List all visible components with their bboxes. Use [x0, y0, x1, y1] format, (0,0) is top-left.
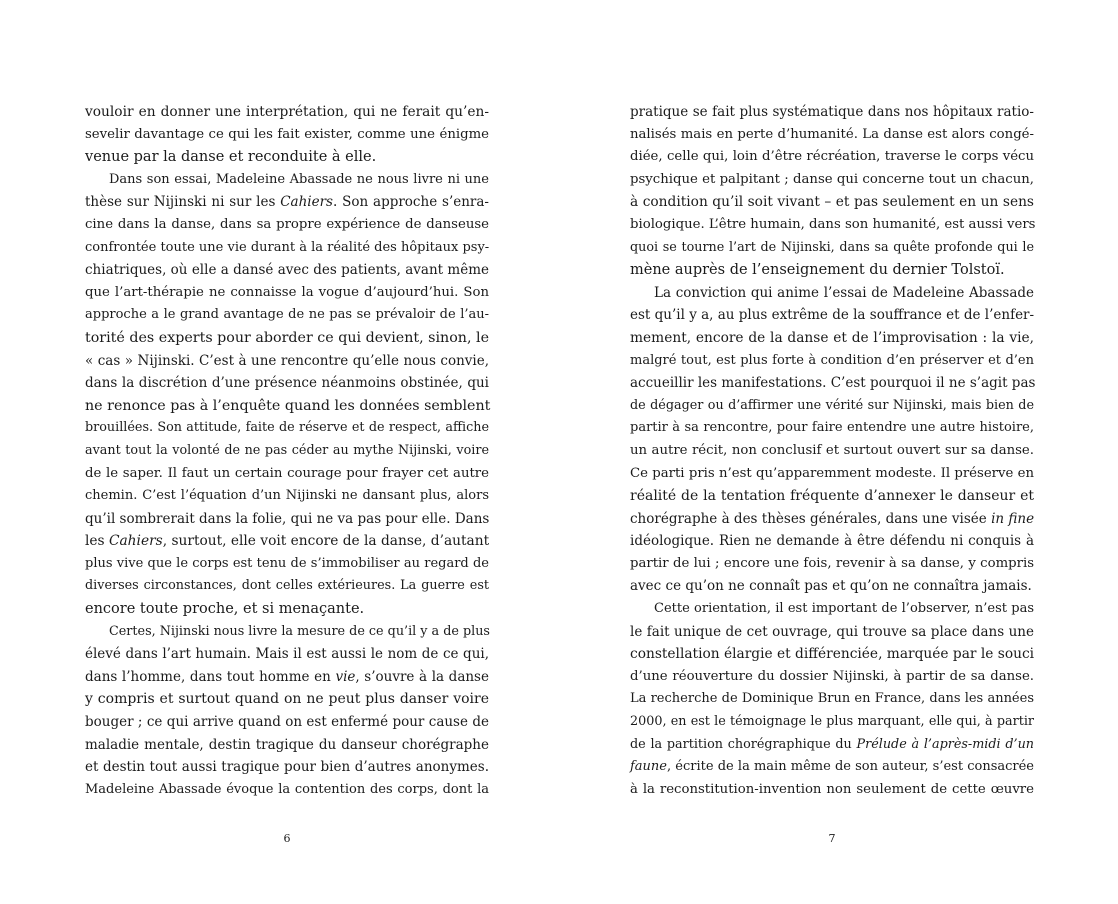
text-line: diverses circonstances, dont celles extérieures. La guerre est	[85, 578, 489, 594]
text-line: et destin tout aussi tragique pour bien d’autres anonymes.	[85, 759, 489, 776]
text-line: Madeleine Abassade évoque la contention des corps, dont la	[85, 781, 489, 797]
text-line: y compris et surtout quand on ne peut plus danser voire	[85, 691, 489, 708]
italic-emphasis: Cahiers	[280, 194, 333, 211]
text-line: est qu’il y a, au plus extrême de la souffrance et de l’enfer-	[630, 307, 1035, 324]
text-line: diée, celle qui, loin d’être récréation, traverse le corps vécu	[630, 149, 1034, 165]
italic-emphasis: vie	[335, 668, 356, 685]
italic-emphasis: Cahiers	[108, 533, 163, 550]
text-line: psychique et palpitant ; danse qui concerne tout un chacun,	[630, 171, 1034, 187]
text-line: qu’il sombrerait dans la folie, qui ne va pas pour elle. Dans	[85, 510, 490, 527]
text-line: bouger ; ce qui arrive quand on est enfermé pour cause de	[85, 714, 489, 731]
text-line: « cas » Nijinski. C’est à une rencontre qu’elle nous convie,	[85, 352, 489, 369]
text-line: torité des experts pour aborder ce qui devient, sinon, le	[85, 329, 490, 346]
text-line: mène auprès de l’enseignement du dernier Tolstoï.	[630, 262, 1005, 279]
text-line: ne renonce pas à l’enquête quand les données semblent	[85, 397, 491, 414]
text-line: d’une réouverture du dossier Nijinski, à partir de sa danse.	[630, 668, 1034, 684]
right-page-text	[630, 101, 1034, 801]
text-line: Ce parti pris n’est qu’apparemment modeste. Il préserve en	[630, 465, 1034, 481]
text-line: élevé dans l’art humain. Mais il est aussi le nom de ce qui,	[85, 646, 489, 663]
text-line: avec ce qu’on ne connaît pas et qu’on ne connaîtra jamais.	[630, 578, 1032, 595]
text-line: constellation élargie et différenciée, marquée par le souci	[630, 646, 1035, 663]
text-line: mement, encore de la danse et de l’improvisation : la vie,	[630, 329, 1034, 346]
text-line: de la partition chorégraphique du Prélude à l’après-midi d’un	[630, 736, 1035, 752]
text-line: Certes, Nijinski nous livre la mesure de ce qu’il y a de plus	[109, 623, 490, 639]
text-line: chorégraphe à des thèses générales, dans une visée in fine	[630, 510, 1035, 527]
text-line: le fait unique de cet ouvrage, qui trouve sa place dans une	[630, 623, 1034, 640]
text-line: encore toute proche, et si menaçante.	[85, 601, 365, 618]
italic-emphasis: in fine	[991, 510, 1035, 527]
text-line: confrontée toute une vie durant à la réalité des hôpitaux psy-	[85, 239, 490, 255]
text-line: partir à sa rencontre, pour faire entendre une autre histoire,	[630, 420, 1034, 436]
text-line: chiatriques, où elle a dansé avec des patients, avant même	[85, 262, 489, 279]
italic-emphasis: Prélude à l’après-midi d’un	[856, 736, 1035, 752]
text-line: Cette orientation, il est important de l’observer, n’est pas	[654, 601, 1034, 617]
text-line: faune, écrite de la main même de son auteur, s’est consacrée	[630, 759, 1034, 775]
text-line: pratique se fait plus systématique dans nos hôpitaux ratio-	[630, 104, 1034, 120]
text-line: quoi se tourne l’art de Nijinski, dans sa quête profonde qui le	[630, 239, 1034, 255]
text-line: malgré tout, est plus forte à condition d’en préserver et d’en	[630, 352, 1034, 368]
text-line: avant tout la volonté de ne pas céder au mythe Nijinski, voire	[85, 442, 489, 458]
text-line: partir de lui ; encore une fois, revenir à sa danse, y compris	[630, 555, 1034, 571]
text-line: thèse sur Nijinski ni sur les Cahiers. Son approche s’enra-	[85, 194, 489, 211]
text-line: à la reconstitution-invention non seulement de cette œuvre	[630, 781, 1034, 797]
left-page-number: 6	[283, 832, 291, 845]
left-page-text	[85, 101, 489, 801]
text-line: chemin. C’est l’équation d’un Nijinski ne dansant plus, alors	[85, 488, 489, 504]
text-line: La conviction qui anime l’essai de Madeleine Abassade	[654, 284, 1034, 301]
text-line: biologique. L’être humain, dans son humanité, est aussi vers	[630, 216, 1036, 232]
text-line: dans l’homme, dans tout homme en vie, s’ouvre à la danse	[85, 668, 489, 685]
text-line: venue par la danse et reconduite à elle.	[85, 149, 377, 166]
text-line: La recherche de Dominique Brun en France, dans les années	[630, 691, 1034, 707]
text-line: idéologique. Rien ne demande à être défendu ni conquis à	[630, 533, 1034, 550]
text-line: un autre récit, non conclusif et surtout ouvert sur sa danse.	[630, 442, 1034, 458]
italic-emphasis: faune	[630, 759, 668, 775]
text-line: de dégager ou d’affirmer une vérité sur Nijinski, mais bien de	[630, 397, 1034, 413]
text-line: maladie mentale, destin tragique du danseur chorégraphe	[85, 736, 489, 753]
text-line: les Cahiers, surtout, elle voit encore de la danse, d’autant	[85, 533, 490, 550]
text-line: sevelir davantage ce qui les fait exister, comme une énigme	[85, 126, 489, 142]
text-line: accueillir les manifestations. C’est pourquoi il ne s’agit pas	[630, 375, 1036, 392]
text-line: brouillées. Son attitude, faite de réserve et de respect, affiche	[85, 420, 489, 436]
text-line: approche a le grand avantage de ne pas se prévaloir de l’au-	[85, 307, 489, 323]
text-line: dans la discrétion d’une présence néanmoins obstinée, qui	[85, 375, 489, 392]
text-line: à condition qu’il soit vivant – et pas seulement en un sens	[630, 194, 1034, 211]
text-line: nalisés mais en perte d’humanité. La danse est alors congé-	[630, 126, 1034, 142]
text-line: de le saper. Il faut un certain courage pour frayer cet autre	[85, 465, 489, 481]
right-page-number: 7	[828, 832, 836, 845]
text-line: 2000, en est le témoignage le plus marquant, elle qui, à partir	[630, 714, 1034, 730]
text-line: cine dans la danse, dans sa propre expérience de danseuse	[85, 216, 489, 232]
text-line: plus vive que le corps est tenu de s’immobiliser au regard de	[85, 555, 489, 571]
text-line: vouloir en donner une interprétation, qui ne ferait qu’en-	[85, 104, 489, 120]
text-line: que l’art-thérapie ne connaisse la vogue d’aujourd’hui. Son	[85, 284, 489, 300]
text-line: réalité de la tentation fréquente d’annexer le danseur et	[630, 488, 1034, 505]
text-line: Dans son essai, Madeleine Abassade ne nous livre ni une	[109, 171, 489, 187]
